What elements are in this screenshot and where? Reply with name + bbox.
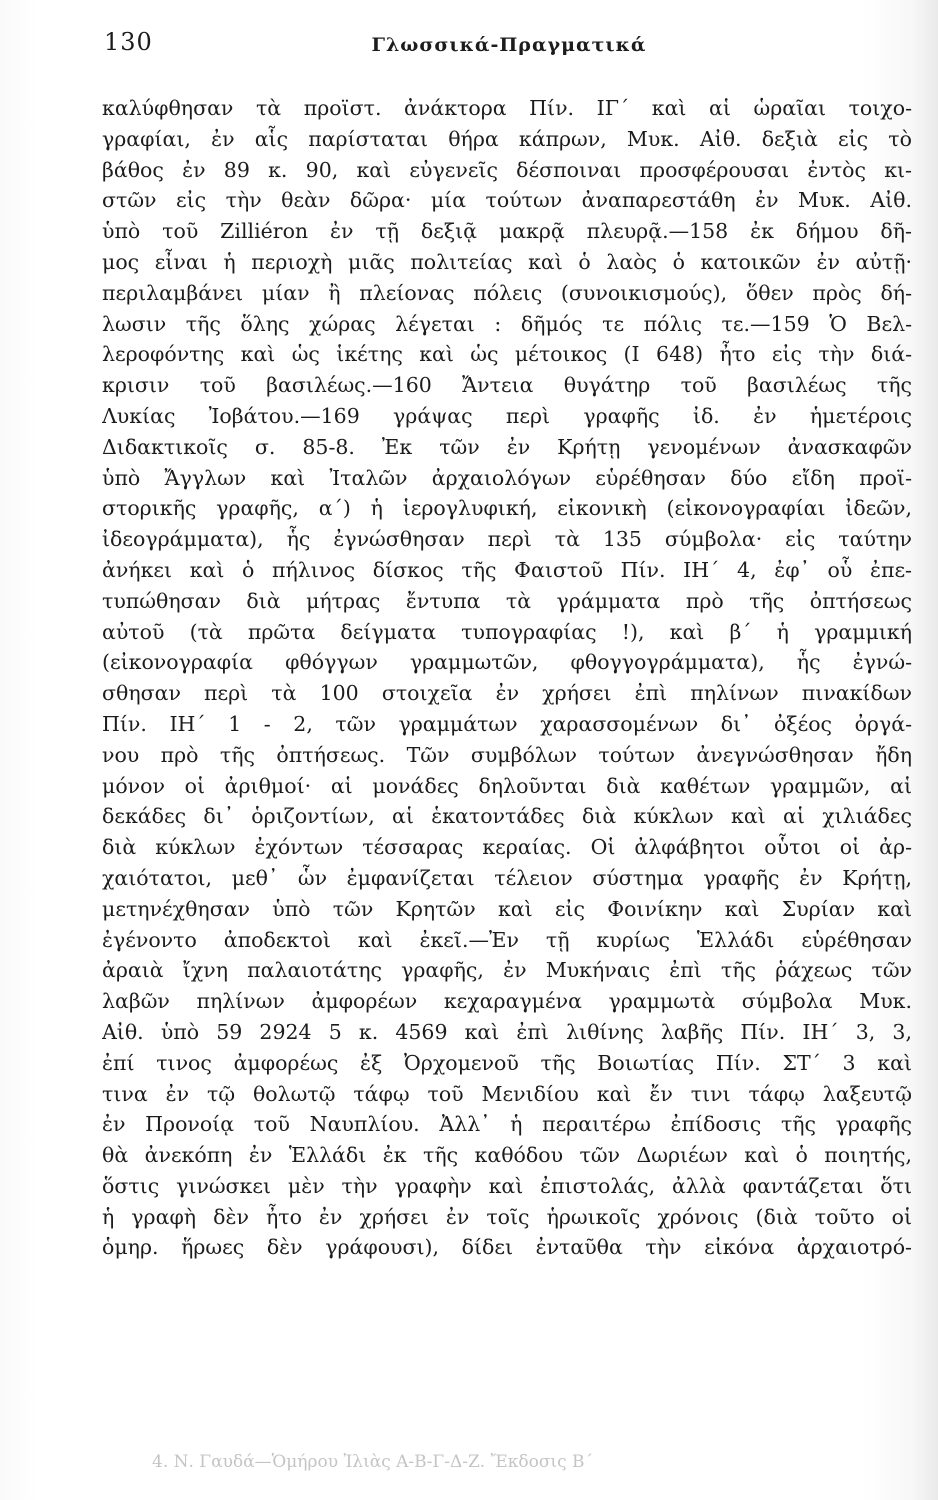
text-line: ἰδεογράμματα), ἧς ἐγνώσθησαν περὶ τὰ 135 σύμβολα· εἰς ταύτην (102, 527, 912, 552)
text-line: ἀνήκει καὶ ὁ πήλινος δίσκος τῆς Φαιστοῦ Πίν. ΙΗ΄ 4, ἐφ᾽ οὗ ἐπε- (102, 557, 912, 582)
text-line: θὰ ἀνεκόπη ἐν Ἑλλάδι ἐκ τῆς καθόδου τῶν Δωριέων καὶ ὁ ποιητής, (102, 1143, 912, 1168)
text-line: στορικῆς γραφῆς, α΄) ἡ ἱερογλυφική, εἰκονικὴ (εἰκονογραφίαι ἰδεῶν, (102, 496, 912, 521)
text-line: μος εἶναι ἡ περιοχὴ μιᾶς πολιτείας καὶ ὁ λαὸς ὁ κατοικῶν ἐν αὐτῇ· (102, 249, 912, 274)
text-line: ἀραιὰ ἴχνη παλαιοτάτης γραφῆς, ἐν Μυκήναις ἐπὶ τῆς ῥάχεως τῶν (102, 958, 912, 983)
text-line: μετηνέχθησαν ὑπὸ τῶν Κρητῶν καὶ εἰς Φοινίκην καὶ Συρίαν καὶ (102, 896, 912, 921)
text-line: ἐπί τινος ἀμφορέως ἐξ Ὀρχομενοῦ τῆς Βοιωτίας Πίν. ΣΤ΄ 3 καὶ (102, 1050, 912, 1075)
text-line: Λυκίας Ἰοβάτου.—169 γράψας περὶ γραφῆς ἰδ. ἐν ἡμετέροις (102, 403, 912, 428)
text-line: Αἰθ. ὑπὸ 59 2924 5 κ. 4569 καὶ ἐπὶ λιθίνης λαβῆς Πίν. ΙΗ΄ 3, 3, (102, 1019, 912, 1044)
body-text (102, 93, 912, 1263)
text-line: περιλαμβάνει μίαν ἢ πλείονας πόλεις (συνοικισμούς), ὅθεν πρὸς δή- (102, 280, 912, 305)
text-line: Διδακτικοῖς σ. 85-8. Ἐκ τῶν ἐν Κρήτῃ γενομένων ἀνασκαφῶν (102, 434, 912, 459)
running-title: Γλωσσικά-Πραγματικά (371, 34, 647, 56)
text-line: ἐν Προνοίᾳ τοῦ Ναυπλίου. Ἀλλ᾽ ἡ περαιτέρω ἐπίδοσις τῆς γραφῆς (102, 1112, 912, 1137)
text-line: στῶν εἰς τὴν θεὰν δῶρα· μία τούτων ἀναπαρεστάθη ἐν Μυκ. Αἰθ. (102, 188, 912, 213)
text-line: βάθος ἐν 89 κ. 90, καὶ εὐγενεῖς δέσποιναι προσφέρουσαι ἐντὸς κι- (102, 157, 912, 182)
text-line: τυπώθησαν διὰ μήτρας ἔντυπα τὰ γράμματα πρὸ τῆς ὀπτήσεως (102, 588, 912, 613)
text-line: χαιότατοι, μεθ᾽ ὧν ἐμφανίζεται τέλειον σύστημα γραφῆς ἐν Κρήτῃ, (102, 865, 912, 890)
text-line: λωσιν τῆς ὅλης χώρας λέγεται : δῆμός τε πόλις τε.—159 Ὁ Βελ- (102, 311, 912, 336)
text-line: κρισιν τοῦ βασιλέως.—160 Ἄντεια θυγάτηρ τοῦ βασιλέως τῆς (102, 373, 912, 398)
text-line: διὰ κύκλων ἐχόντων τέσσαρας κεραίας. Οἱ ἀλφάβητοι οὗτοι οἱ ἀρ- (102, 835, 912, 860)
text-line: τινα ἐν τῷ θολωτῷ τάφῳ τοῦ Μενιδίου καὶ ἔν τινι τάφῳ λαξευτῷ (102, 1081, 912, 1106)
text-line: νου πρὸ τῆς ὀπτήσεως. Τῶν συμβόλων τούτων ἀνεγνώσθησαν ἤδη (102, 742, 912, 767)
page-number: 130 (104, 28, 153, 56)
text-line: γραφίαι, ἐν αἷς παρίσταται θήρα κάπρων, Μυκ. Αἰθ. δεξιὰ εἰς τὸ (102, 126, 912, 151)
text-line: καλύφθησαν τὰ προϊστ. ἀνάκτορα Πίν. ΙΓ΄ καὶ αἱ ὡραῖαι τοιχο- (102, 96, 912, 120)
text-line: δεκάδες δι᾽ ὁριζοντίων, αἱ ἑκατοντάδες διὰ κύκλων καὶ αἱ χιλιάδες (102, 804, 912, 829)
text-line: σθησαν περὶ τὰ 100 στοιχεῖα ἐν χρήσει ἐπὶ πηλίνων πινακίδων (102, 681, 912, 706)
text-line: ἡ γραφὴ δὲν ἦτο ἐν χρήσει ἐν τοῖς ἡρωικοῖς χρόνοις (διὰ τοῦτο οἱ (102, 1204, 912, 1229)
signature-line-bleedthrough: 4. Ν. Γαυδά—Ὁμήρου Ἰλιὰς Α-Β-Γ-Δ-Ζ. Ἔκδοσις Β΄ (152, 1452, 594, 1472)
text-line: Πίν. ΙΗ΄ 1 - 2, τῶν γραμμάτων χαρασσομένων δι᾽ ὀξέος ὀργά- (102, 711, 912, 736)
text-line: ὑπὸ Ἄγγλων καὶ Ἰταλῶν ἀρχαιολόγων εὑρέθησαν δύο εἴδη προϊ- (102, 465, 912, 490)
page-edge-shadow (912, 0, 938, 1500)
text-line: (εἰκονογραφία φθόγγων γραμμωτῶν, φθογγογράμματα), ἧς ἐγνώ- (102, 650, 912, 675)
text-line: ὁμηρ. ἥρωες δὲν γράφουσι), δίδει ἐνταῦθα τὴν εἰκόνα ἀρχαιοτρό- (102, 1235, 912, 1260)
text-line: λεροφόντης καὶ ὡς ἱκέτης καὶ ὡς μέτοικος (Ι 648) ἦτο εἰς τὴν διά- (102, 342, 912, 367)
text-line: αὐτοῦ (τὰ πρῶτα δείγματα τυπογραφίας !), καὶ β΄ ἡ γραμμική (102, 619, 912, 644)
text-line: ἐγένοντο ἀποδεκτοὶ καὶ ἐκεῖ.—Ἐν τῇ κυρίως Ἑλλάδι εὑρέθησαν (102, 927, 912, 952)
page-header (104, 28, 914, 62)
text-line: μόνον οἱ ἀριθμοί· αἱ μονάδες δηλοῦνται διὰ καθέτων γραμμῶν, αἱ (102, 773, 912, 798)
text-line: λαβῶν πηλίνων ἀμφορέων κεχαραγμένα γραμμωτὰ σύμβολα Μυκ. (102, 989, 912, 1014)
text-line: ὅστις γινώσκει μὲν τὴν γραφὴν καὶ ἐπιστολάς, ἀλλὰ φαντάζεται ὅτι (102, 1173, 912, 1198)
text-line: ὑπὸ τοῦ Zilliéron ἐν τῇ δεξιᾷ μακρᾷ πλευρᾷ.—158 ἐκ δήμου δῆ- (102, 219, 912, 244)
